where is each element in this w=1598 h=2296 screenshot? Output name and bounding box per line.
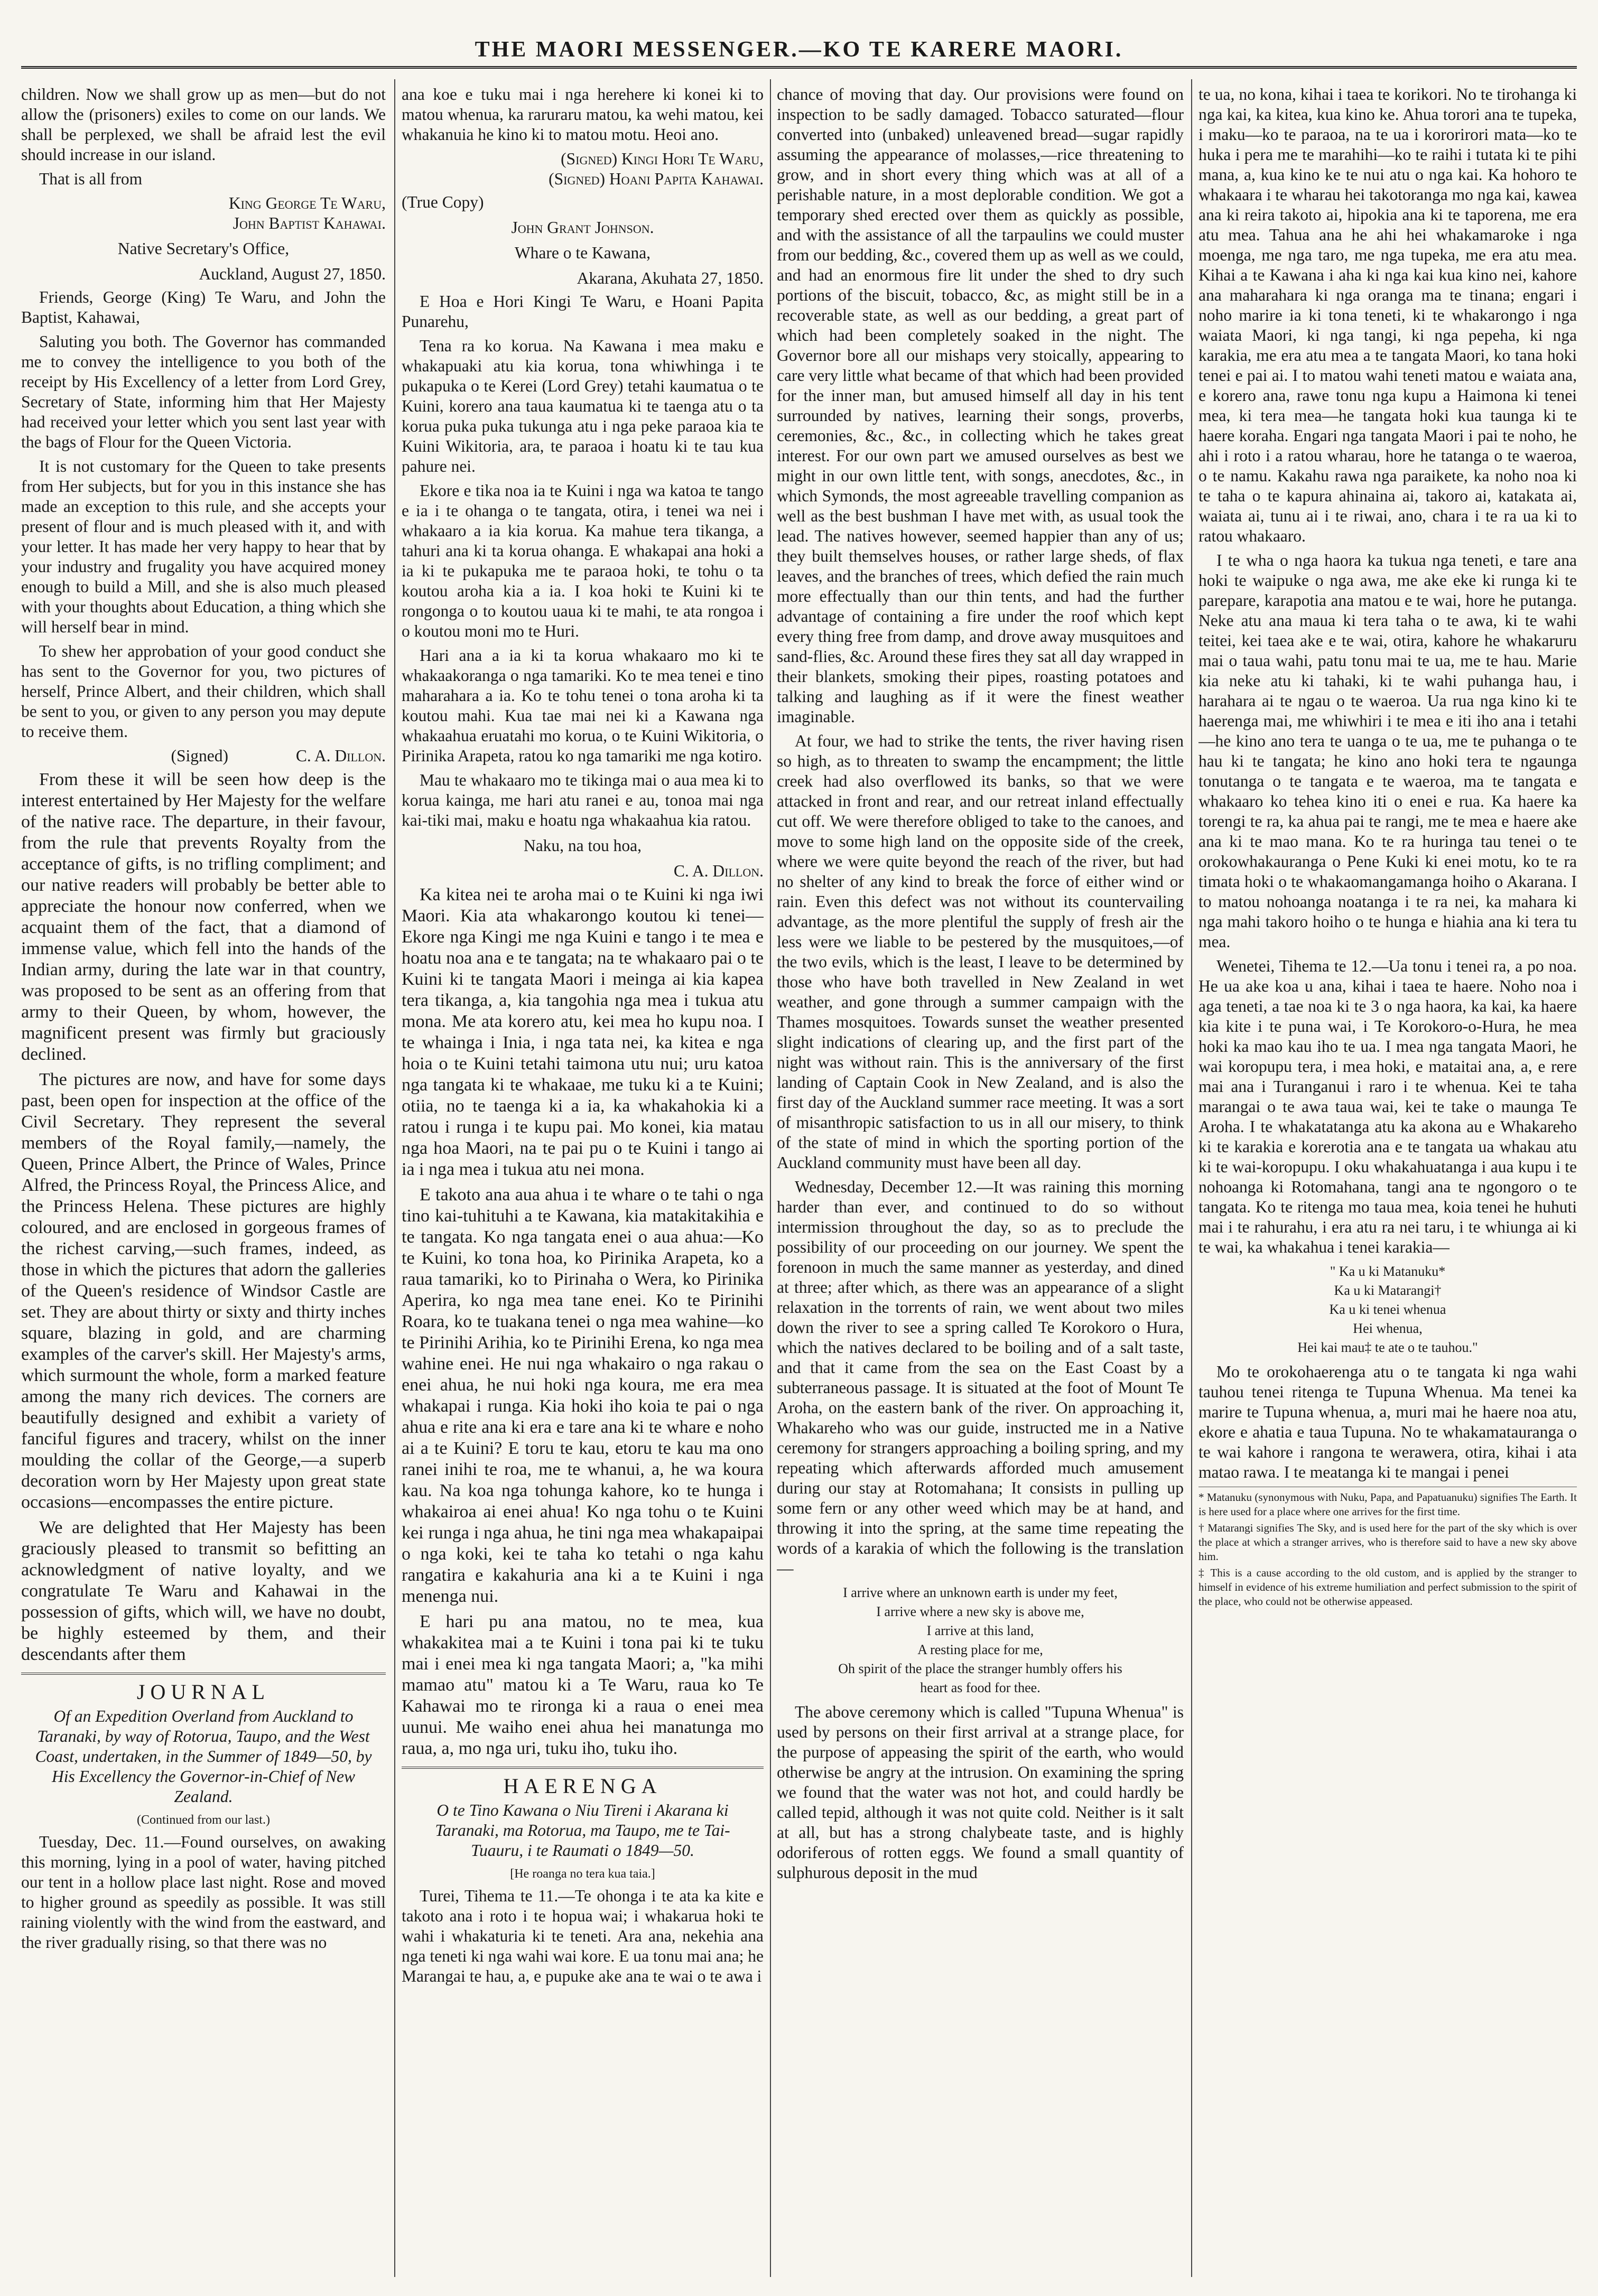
paragraph: Wenetei, Tihema te 12.—Ua tonu i tenei ra, a po noa. He ua ake koa u ana, kihai i taea te haere. Noho noa i aga teneti, a tae noa ki te 3 o nga haora, ka kai, ka haere kia kite i te puna wai, i Te Korokoro-o-Hura, he mea hoki ka mao kau iho te ua. I mea nga tangata Maori, he wai koropupu tera, i mea hoki, e mataitai ana, a, e rere mai ana i Turanganui i raro i te whenua. Kei te taha marangai o te awa taua wai, kei te take o maunga Te Aroha. I te whakatatanga atu ka akona au e Whakareho ki te karakia e korerotia ana e te tangata ua whakau atu ki te wai-koropupu. I oku whakahuatanga i aua kupu i te nohoanga ki Rotomahana, tangi ana te ngongoro o te tangata. Ko te ritenga mo taua mea, koia tenei he huhuti mai i te rahurahu, i era atu ra nei taru, i te whiunga ai ki te wai, ka whakahua i tenei karakia— bbox=[1198, 957, 1577, 1256]
paragraph: We are delighted that Her Majesty has been graciously pleased to transmit so befitting an acknowledgment of native loyalty, and we congratulate Te Waru and Kahawai in the possession of gifts, which will, we have no doubt, be highly esteemed by them, and their descendants after them bbox=[21, 1518, 386, 1664]
chant-line: Ka u ki tenei whenua bbox=[1329, 1302, 1446, 1317]
poem-line: A resting place for me, bbox=[917, 1642, 1043, 1657]
signature-line: John Baptist Kahawai. bbox=[233, 214, 386, 232]
signature-block bbox=[21, 193, 386, 234]
paragraph: I te wha o nga haora ka tukua nga teneti, e tare ana hoki te waipuke o nga awa, me ake eke ki runga ki te parepare, karapotia ana matou e te wai, hore he putanga. Neke atu ana maua ki tera taha o te awa, ki te wahi teitei, kei taea ake e te wai, otira, kahore he whakaruru mai o taua wahi, patu tonu mai te ua, me te hau. Marie kia neke atu ki tahaki, ki te wahi puhanga hau, i harahara ai te ngau o te waeroa. Ua rua nga kino ki te haerenga mai, me whiwhiri i te mea e iti iho ana i tetahi—he kino ano tera te uanga o te ua, me te puhanga o te hau ki te tangata; he kino ano hoki tera te ngaunga tonutanga o te tangata e te waeroa, ma te tangata e whakaaro ko tehea kino iti o enei e rua. Ka haere ka torengi te ra, ka ahua pai te rangi, me te mea e haere ake ana ki te mao mana. Ko te ra huringa tau tenei o te orokowhakauranga o Pene Kuki ki enei motu, ko te ra timata hoki o te whakaomangamanga hoiho o Akarana. I to matou nohoanga noatanga i te ra nei, ka mahara ki nga mahi takoro hoiho o te hunga e hiahia ana ki tera tu mea. bbox=[1198, 551, 1577, 951]
journal-subtitle: Of an Expedition Overland from Auckland to Taranaki, by way of Rotorua, Taupo, and the West Coast, undertaken, in the Summer of 1849—50, by His Excellency the Governor-in-Chief of New Zealand. bbox=[35, 1707, 372, 1806]
paragraph: chance of moving that day. Our provisions were found on inspection to be sadly damaged. Tobacco saturated—flour converted into (unbaked) unleavened bread—sugar rapidly assuming the appearance of molasses,—rice threatening to grow, and in short every thing which was at all of a perishable nature, in a most deplorable condition. We got a temporary shed erected over them as quickly as possible, and with the assistance of all the tarpaulins we could muster from our bedding, &c., covered them up as well as we could, and had an enormous fire lit under the shed to dry such portions of the biscuit, tobacco, &c, as might still be in a recoverable state, as well as our bedding, a great part of which had been completely soaked in the night. The Governor bore all our mishaps very stoically, appearing to care very little what became of that which had been provided for the inner man, but amused himself all day in his tent surrounded by natives, learning their songs, proverbs, ceremonies, &c., &c., in collecting which he takes great interest. For our own part we amused ourselves as best we might in our own little tent, with songs, anecdotes, &c., in which Symonds, the most agreeable travelling companion as well as the best bushman I have met with, as usual took the lead. The natives however, seemed happier than any of us; they built themselves houses, or rather large sheds, of flax leaves, and the branches of trees, which defied the rain much more effectually than our thin tents, and had the further advantage of containing a fire under the roof which kept every thing free from damp, and drove away musquitoes and sand-flies, &c. Around these fires they sat all day wrapped in their blankets, smoking their pipes, roasting potatoes and talking and laughing as if it were the finest weather imaginable. bbox=[777, 85, 1184, 726]
footnote: * Matanuku (synonymous with Nuku, Papa, and Papatuanuku) signifies The Earth. It is here used for a place where one arrives for the first time. bbox=[1198, 1491, 1577, 1518]
poem-line: I arrive at this land, bbox=[926, 1623, 1034, 1638]
paragraph: Ka kitea nei te aroha mai o te Kuini ki nga iwi Maori. Kia ata whakarongo koutou ki tenei—Ekore nga Kingi me nga Kuini e tango i te mea e hoatu noa ana e te tangata; na te whakaaro pai o te Kuini ki te tangata Maori i meinga ai kia kapea tera tikanga, a, kia tangohia nga mea i tukua atu mona. Me ata korero atu, kei mea ho kupu noa. I te whainga i Inia, i nga tata nei, ka kitea e nga hoia o te Kuini tetahi taimona utu nui; uru katoa nga tangata ki te whakaae, me tuku ki a te Kuini; otiia, no te taenga ki a ia, ka whakahokia ki a ratou i runga i te kupu pai. Mo konei, kia matau nga hoa Maori, na te pai pu o te Kuini i tango ai ia i nga mea i tukua atu nei mona. bbox=[402, 885, 764, 1179]
column-divider bbox=[394, 79, 395, 2277]
paragraph: Hari ana a ia ki ta korua whakaaro mo ki te whakaakoranga o nga tamariki. Ko te mea tenei e tino maharahara a ia. Ko te tohu tenei o tona aroha ki ta koutou mahi. Kua tae mai nei ki a Kawana nga whakaahua eruatahi mo korua, o te Kuini Wikitoria, o Pirinika Arapeta, ratou ko nga tamariki me nga kotiro. bbox=[402, 646, 764, 765]
true-copy-label: (True Copy) bbox=[402, 193, 484, 211]
paragraph: Turei, Tihema te 11.—Te ohonga i te ata ka kite e takoto ana i roto i te hopua wai; i whakarua hoki te wahi i whakaturia ki te teneti. Ara ana, nekehia ana nga teneti ki nga wahi wai kore. E ua tonu mai ana; he Marangai te hau, a, e pupuke ake ana te wai o te awa i bbox=[402, 1887, 764, 1985]
whare-date: Akarana, Akuhata 27, 1850. bbox=[577, 269, 764, 287]
paragraph: That is all from bbox=[39, 170, 143, 188]
signed-label: (Signed) bbox=[171, 746, 228, 765]
signature-line: King George Te Waru, bbox=[228, 194, 386, 212]
paragraph: E takoto ana aua ahua i te whare o te tahi o nga tino kai-tuhituhi a te Kawana, kia matakitakihia e te tangata. Ko nga tangata enei o aua ahua:—Ko te Kuini, ko tona hoa, ko Pirinika Arapeta, ko a raua tamariki, ko to Pirinaha o Wera, ko Pirinika Aperira, ko nga mea tane enei. Ko te Pirinihi Roara, ko te tuakana tenei o nga mea wahine—ko te Pirinihi Arihia, ko te Pirinihi Erena, ko nga mea wahine enei. He nui nga whakairo o nga rakau o enei ahua, he nui hoki nga koura, me era mea whakapai i runga. Kia hoki iho koia te pai o nga ahua e rite ana ki era e tare ana ki te whare e noho ai a te Kuini? E toru te kau, etoru te kau ma ono ranei inihi te roa, me te whanui, a, he wa koura kau. Na koa nga tohunga kahore, ko te hunga i whakairoa ai enei ahua! Ko nga tohu o te Kuini kei runga i nga ahua, he tini nga mea whakapaipai o nga koki, kei te taha ko tetahi o nga kahu rangatira e kakahuria ana ki a te Kuini i nga menenga nui. bbox=[402, 1185, 764, 1606]
column-4 bbox=[1198, 85, 1577, 2272]
signature-line: (Signed) Kingi Hori Te Waru, bbox=[561, 150, 764, 168]
signature-block bbox=[402, 149, 764, 189]
paragraph: Ekore e tika noa ia te Kuini i nga wa katoa te tango e ia i te ohanga o te tangata, otira, i tenei wa nei i whakaaro a ia kia korua. Ka mahue tera tikanga, a tahuri ana ki ta korua ohanga. E whakapai ana hoki a ia ki te pukapuka me te paraoa hoki, te tohu o ta koutou aroha kia a ia. I koa hoki te Kuini ki te rongonga o to koutou uaua ki te mahi, te ata rongoa i o koutou moni mo te Huri. bbox=[402, 481, 764, 640]
header-rule bbox=[21, 66, 1577, 69]
salutation: E Hoa e Hori Kingi Te Waru, e Hoani Papita Punarehu, bbox=[402, 292, 764, 331]
chant-line: " Ka u ki Matanuku* bbox=[1330, 1264, 1446, 1279]
paragraph: At four, we had to strike the tents, the river having risen so high, as to threaten to swamp the encampment; the little creek had also overflowed its banks, so that we were attacked in front and rear, and our retreat inland effectually cut off. We were therefore obliged to take to the canoes, and move to some high land on the opposite side of the creek, where we were quite beyond the reach of the river, but had no shelter of any kind to break the force of either wind or rain. Even this defect was not without its countervailing advantage, as the more plentiful the supply of fresh air the less were we liable to be pestered by the musquitoes,—of the two evils, which is the least, I leave to be determined by those who have both travelled in New Zealand in wet weather, and gone through a summer campaign with the Thames mosquitoes. Towards sunset the weather presented slight indications of clearing up, and the first part of the night was without rain. This is the anniversary of the first landing of Captain Cook in New Zealand, and is also the first day of the Auckland summer race meeting. It was a sort of misanthropic satisfaction to us in all our misery, to think of the state of mind in which the sporting portion of the Auckland community must have been all day. bbox=[777, 732, 1184, 1172]
whare-heading: Whare o te Kawana, bbox=[514, 244, 651, 262]
signature-line: (Signed) Hoani Papita Kahawai. bbox=[549, 170, 764, 188]
section-rule bbox=[21, 1673, 386, 1675]
poem-line: I arrive where an unknown earth is under my feet, bbox=[843, 1585, 1118, 1600]
chant-line: Hei kai mau‡ te ate o te tauhou." bbox=[1297, 1340, 1478, 1355]
section-rule bbox=[402, 1767, 764, 1769]
paragraph: From these it will be seen how deep is the interest entertained by Her Majesty for the welfare of the native race. The departure, in their favour, from the rule that prevents Royalty from the acceptance of gifts, is no trifling compliment; and our native readers will probably be better able to appreciate the honour now conferred, when we acquaint them of the fact, that a diamond of immense value, which fell into the hands of the Indian army, during the late war in that country, was proposed to be sent as an offering from that army to their Queen, by whom, however, the magnificent present was firmly but graciously declined. bbox=[21, 770, 386, 1064]
haerenga-title: HAERENGA bbox=[503, 1774, 662, 1798]
continued-note: (Continued from our last.) bbox=[137, 1813, 270, 1827]
karakia-translation bbox=[777, 1584, 1184, 1697]
column-3 bbox=[777, 85, 1184, 2272]
footnote: † Matarangi signifies The Sky, and is used here for the part of the sky which is over the place at which a stranger arrives, who is therefore said to have a new sky above him. bbox=[1198, 1522, 1577, 1563]
paragraph: Tena ra ko korua. Na Kawana i mea maku e whakapuaki atu kia korua, tona whiwhinga i te pukapuka o te Kerei (Lord Grey) tetahi kaumatua o te Kuini, korero ana taua kaumatua ki te taenga atu o ta korua puka puka tukunga atu i nga peke paraoa kia te Kuini Wikitoria, ara, te paraoa i hoatu ki te tau kua pahure nei. bbox=[402, 337, 764, 475]
poem-line: heart as food for thee. bbox=[920, 1680, 1040, 1695]
poem-line: Oh spirit of the place the stranger humbly offers his bbox=[838, 1661, 1122, 1676]
chant-line: Ka u ki Matarangi† bbox=[1334, 1283, 1442, 1298]
haerenga-subtitle: O te Tino Kawana o Niu Tireni i Akarana ki Taranaki, ma Rotorua, ma Taupo, me te Tai-Tuauru, i te Raumati o 1849—50. bbox=[435, 1801, 730, 1860]
column-2 bbox=[402, 85, 764, 2272]
column-divider bbox=[1191, 79, 1192, 2277]
column-divider bbox=[770, 79, 771, 2277]
continued-note: [He roanga no tera kua taia.] bbox=[510, 1867, 655, 1881]
signature-block bbox=[21, 746, 386, 766]
salutation: Friends, George (King) Te Waru, and John the Baptist, Kahawai, bbox=[21, 288, 386, 326]
column-1 bbox=[21, 85, 386, 2272]
journal-title: JOURNAL bbox=[136, 1680, 271, 1704]
paragraph: Tuesday, Dec. 11.—Found ourselves, on awaking this morning, lying in a pool of water, having pitched our tent in a hollow place last night. Rose and moved to higher ground as speedily as possible. It was still raining violently with the wind from the eastward, and the river gradually rising, so that there was no bbox=[21, 1833, 386, 1952]
paragraph: To shew her approbation of your good conduct she has sent to the Governor for you, two pictures of herself, Prince Albert, and their children, which shall be sent to you, or given to any person you may depute to receive them. bbox=[21, 642, 386, 741]
paragraph: te ua, no kona, kihai i taea te korikori. No te tirohanga ki nga kai, ka kitea, kua kino ke. Ahua torori ana te tupeka, i maku—ko te paraoa, na te ua i kororirori mata—ko te huka i pera me te marahihi—ko te raihi i tutata ki te pihi mana, a, kua kino ke te nui atu o nga kai. Ka hohoro te whakaara i te wharau hei takotoranga mo nga kai, kawea ana ki reira takoto ai, hipokia ana ki te taporena, me era atu mea. Tahua ana he ahi hei whakamaroke i nga moenga, me nga taro, me nga tupeka, me era atu mea. Kihai a te Kawana i aha ki nga kai kua kino nei, kahore ana maharahara ki nga oranga ma te tinana; engari i noho marire ia ki tona teneti, ki te whakarongo i nga waiata Maori, ki nga tangi, ki nga pepeha, ki nga karakia, me era atu mea a te tangata Maori, ko tana hoki tenei e pai ai. I to matou wahi teneti matou e waiata ana, e korero ana, rawe tonu nga kupu a Haimona ki tenei mea, ki tera mea—he tangata hoki kua taunga ki te haere koraha. Engari nga tangata Maori i pai te noho, he ahi i roto i a ratou wharau, hore he tatanga o te waeroa, o te namu. Kakahu rawa nga paraikete, ka noho noa ki te taha o te kapura ahinaina ai, takoro ai, katakata ai, waiata ai, tunu ai i te riwai, ano, chara i te ra ua ki to ratou whakaaro. bbox=[1198, 85, 1577, 545]
office-date: Auckland, August 27, 1850. bbox=[199, 265, 386, 283]
paragraph: The pictures are now, and have for some days past, been open for inspection at the office of the Civil Secretary. They represent the several members of the Royal family,—namely, the Queen, Prince Albert, the Prince of Wales, Prince Alfred, the Princess Royal, the Princess Alice, and the Princess Helena. These pictures are highly coloured, and are enclosed in gorgeous frames of the richest carving,—such frames, indeed, as those in which the pictures that adorn the galleries of the Queen's residence of Windsor Castle are set. They are about thirty or sixty and thirty inches square, blazing in gold, and are charming examples of the carver's skill. Her Majesty's arms, which surmount the whole, form a marked feature among the many rich devices. The corners are beautifully designed and exhibit a variety of fanciful figures and tracery, whilst on the inner moulding the collar of the George,—a superb decoration worn by Her Majesty upon great state occasions—encompasses the entire picture. bbox=[21, 1070, 386, 1512]
closing-signature: C. A. Dillon. bbox=[673, 862, 764, 880]
paragraph: Saluting you both. The Governor has commanded me to convey the intelligence to you both of the receipt by His Excellency of a letter from Lord Grey, Secretary of State, informing him that Her Majesty had received your letter which you sent last year with the bags of Flour for the Queen Victoria. bbox=[21, 332, 386, 451]
signer-name: C. A. Dillon. bbox=[295, 746, 386, 765]
footnotes bbox=[1198, 1487, 1577, 1609]
closing-line: Naku, na tou hoa, bbox=[523, 836, 642, 855]
poem-line: I arrive where a new sky is above me, bbox=[876, 1604, 1084, 1619]
paragraph: ana koe e tuku mai i nga herehere ki konei ki to matou whenua, ka raruraru matou, ka wehi matou, kei whakanuia he kino ki to matou motu. Heoi ano. bbox=[402, 85, 764, 144]
paragraph: Wednesday, December 12.—It was raining this morning harder than ever, and continued to do so without intermission throughout the day, so as to preclude the possibility of our proceeding on our journey. We spent the forenoon in much the same manner as yesterday, and dined at three; after which, as there was an appearance of a slight relaxation in the torrents of rain, we went about two miles down the river to see a spring called Te Korokoro o Hura, which the natives declared to be boiling and of a salt taste, and that it came from the sea on the East Coast by a subterraneous passage. It is situated at the foot of Mount Te Aroha, on the eastern bank of the river. On approaching it, Whakareho who was our guide, instructed me in a Native ceremony for strangers approaching a boiling spring, and my repeating which afterwards afforded much amusement during our stay at Rotomahana; It consists in pulling up some fern or any other weed which may be at hand, and throwing it into the spring, at the same time repeating the words of a karakia of which the following is the translation— bbox=[777, 1178, 1184, 1578]
paragraph: children. Now we shall grow up as men—but do not allow the (prisoners) exiles to come on our lands. We shall be perplexed, we shall be afraid lest the evil should increase in our island. bbox=[21, 85, 386, 164]
paragraph: E hari pu ana matou, no te mea, kua whakakitea mai a te Kuini i tona pai ki te tuku mai i enei mea ki nga tangata Maori; a, "ka mihi mamao atu" matou ki a Te Waru, raua ko Te Kahawai mo te rironga ki a raua o enei mea uunui. Me waiho enei ahua hei manatunga mo raua, a, mo nga uri, tuku iho, tuku iho. bbox=[402, 1612, 764, 1758]
karakia-chant bbox=[1198, 1263, 1577, 1357]
paragraph: Mo te orokohaerenga atu o te tangata ki nga wahi tauhou tenei ritenga te Tupuna Whenua. Ma tenei ka marire te Tupuna whenua, a, muri mai he haere noa atu, ekore e ahatia e taua Tupuna. No te whakamatauranga o te wai kahore i rangona te werawera, otira, kihai i ata matao rawa. I te meatanga ki te mangai i penei bbox=[1198, 1362, 1577, 1481]
chant-line: Hei whenua, bbox=[1353, 1321, 1423, 1336]
footnote: ‡ This is a cause according to the old custom, and is applied by the stranger to himself in evidence of his extreme humiliation and perfect submission to the spirit of the place, who could not be otherwise appeased. bbox=[1198, 1566, 1577, 1608]
paragraph: The above ceremony which is called "Tupuna Whenua" is used by persons on their first arrival at a strange place, for the purpose of appeasing the spirit of the earth, who would otherwise be angry at the intrusion. On examining the spring we found that the water was not hot, and could hardly be called tepid, although it was not quite cold. Neither is it salt at all, but has a strong chalybeate taste, and is highly odoriferous of rotten eggs. We found a small quantity of sulphurous deposit in the mud bbox=[777, 1703, 1184, 1882]
paragraph: It is not customary for the Queen to take presents from Her subjects, but for you in this instance she has made an exception to this rule, and she accepts your present of flour and is much pleased with it, and with your letter. It has made her very happy to hear that by your industry and frugality you have acquired money enough to build a Mill, and she is also much pleased with your thoughts about Education, a thing which she will herself bear in mind. bbox=[21, 457, 386, 636]
page-header: THE MAORI MESSENGER.—KO TE KARERE MAORI. bbox=[475, 38, 1123, 62]
copy-signature: John Grant Johnson. bbox=[511, 218, 654, 237]
office-heading: Native Secretary's Office, bbox=[117, 239, 290, 258]
paragraph: Mau te whakaaro mo te tikinga mai o aua mea ki to korua kainga, me hari atu ranei e au, tonoa mai nga kai-tiki mai, maku e hoatu nga whakaahua kia ratou. bbox=[402, 771, 764, 829]
